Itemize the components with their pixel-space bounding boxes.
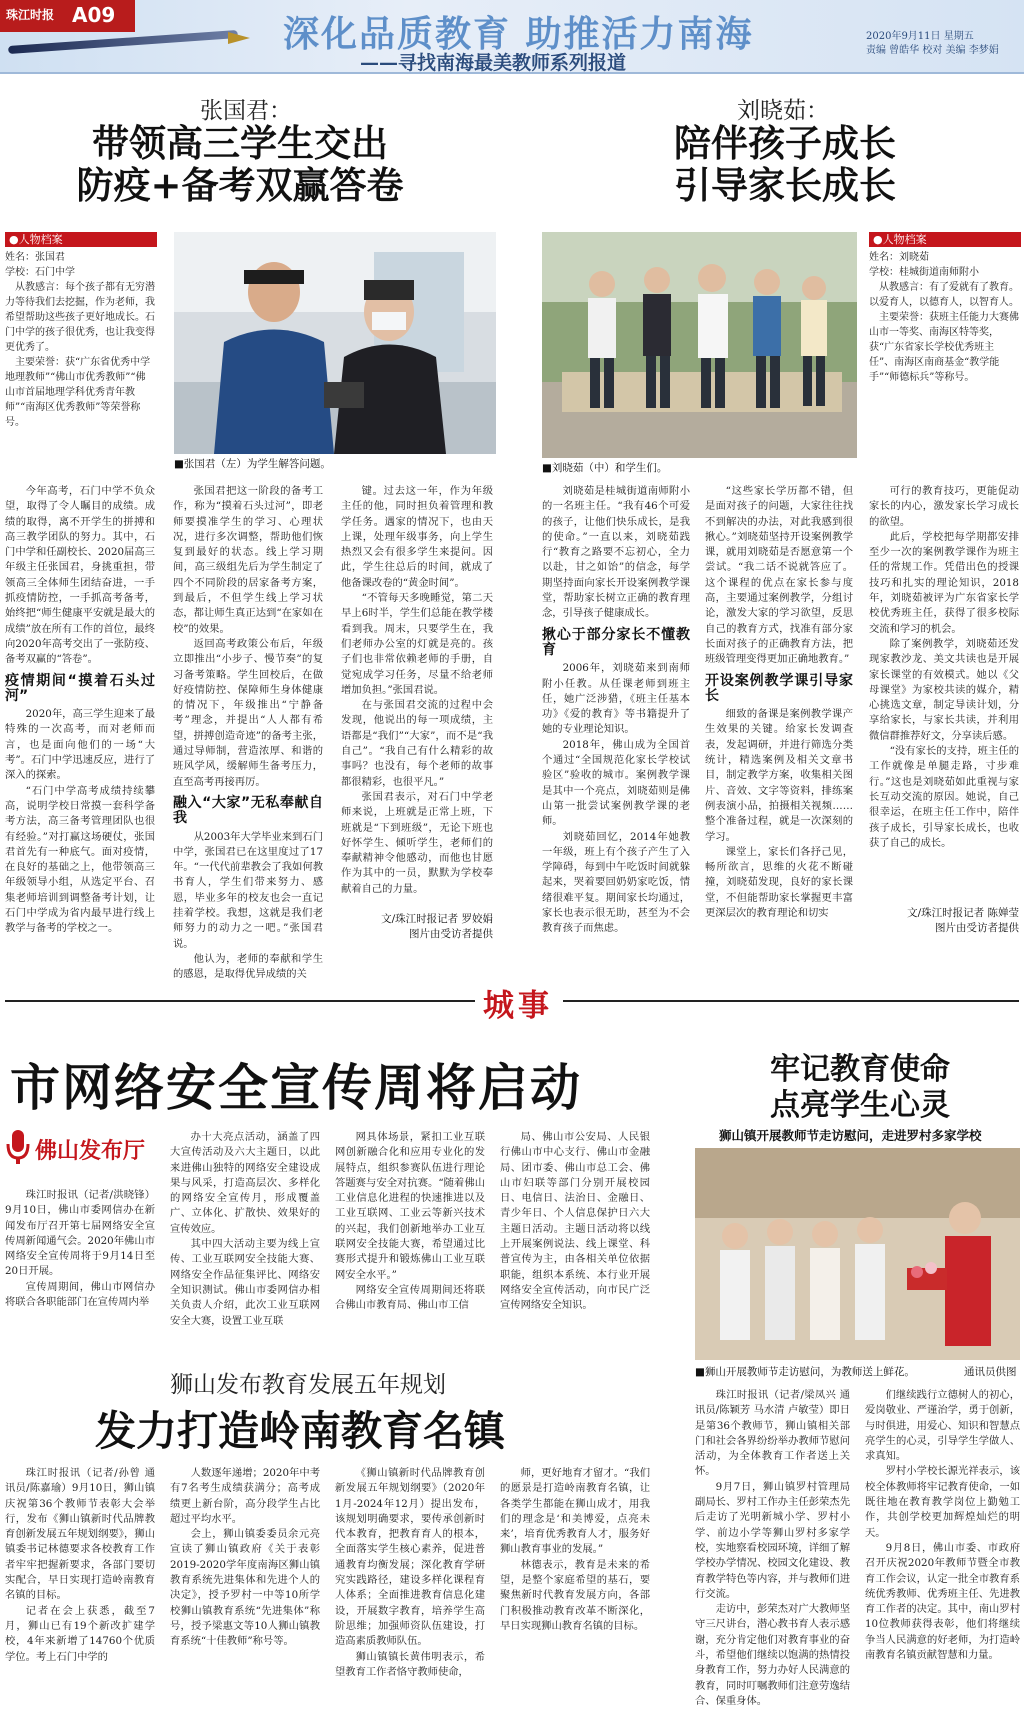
paragraph: 除了案例教学，刘晓茹还发现家教沙龙、美文共读也是开展家长课堂的有效模式。她以《父母课堂》为家校共读的媒介，精心挑选文章，制定导读计划，分享给家长，与家长共读，并利用微信群推荐好文，分享读后感。 — [869, 637, 1019, 742]
story3-body-col4 — [500, 1130, 650, 1310]
story5-photo-caption: ■狮山开展教师节走访慰问，为教师送上鲜花。 — [695, 1366, 915, 1378]
paragraph: “这些家长学历都不错，但是面对孩子的问题，大家往往找不到解决的办法，对此我感到很揪心。”刘晓茹坚持开设案例教学课，就用刘晓茹是否愿意第一个尝试。“我二话不说就答应了。这个课程的优点在家长参与度高，主要通过案例教学，分组讨论，激发大家的学习欲望，反思自己的教育方式，找准有部分家长面对孩子的正确教育方法，把班级管理变得更加正确地教育。” — [705, 485, 853, 666]
story5-body-col1 — [695, 1388, 850, 1707]
paragraph: 局、佛山市公安局、人民银行佛山市中心支行、佛山市金融局、团市委、佛山市总工会、佛山市妇联等部门分别开展校园日、电信日、法治日、金融日、青少年日、个人信息保护日六大主题日活动。主题日活动将以线上开展案例说法、线上课堂、科普宣传为主，由各相关单位依据职能，组织本系统、本行业开展网络安全宣传活动，向市民广泛宣传网络安全知识。 — [500, 1131, 650, 1312]
paragraph: 从2003年大学毕业来到石门中学，张国君已在这里度过了17年。“一代代前辈教会了我如何教书育人，学生们带来努力、感恩，毕业多年的校友也会一直记挂着学校。我想，这就是我们老师努力的动力之一吧。”张国君说。 — [173, 830, 323, 950]
story1-headline — [30, 122, 450, 206]
story2-photo-caption: ■刘晓茹（中）和学生们。 — [542, 462, 668, 474]
story3-body-col1 — [5, 1188, 155, 1308]
section-rule-right — [563, 1000, 1019, 1002]
profile-honors: 主要荣誉：获“广东省优秀中学地理教师”“佛山市优秀教师”“佛山市首届地理学科优秀青年教师”“南海区优秀教师”等荣誉称号。 — [5, 357, 151, 428]
teacher-and-student-photo — [174, 232, 496, 454]
paragraph: 网络安全宣传周期间还将联合佛山市教育局、佛山市工信 — [335, 1283, 485, 1312]
story1-photo-source: 图片由受访者提供 — [409, 928, 493, 940]
paragraph: 《狮山镇新时代品牌教育创新发展五年规划纲要》（2020年1月-2024年12月）提出发布，该规划明确要求，要传承创新时代本教育，把教育育人的根本，全面落实学生核心素养，促进普通教育均衡发展；深化教育学研究实践路径，建设多样化课程育人体系；全面推进教育信息化建设，开展数字教育，培养学生高阶思维；加强师资队伍建设，打造高素质教师队伍。 — [335, 1467, 485, 1648]
profile-school: 学校：桂城街道南师附小 — [869, 267, 979, 278]
paragraph: 珠江时报讯（记者/梁凤兴 通讯员/陈颖芳 马水清 卢敏莹）即日是第36个教师节，狮山镇相关部门和社会各界纷纷举办教师节慰问活动，为全体教育工作者送上关怀。 — [695, 1389, 850, 1478]
paragraph: 张国君表示，对石门中学老师来说，上班就是正常上班，下班就是“下到班级”，无论下班也好怀学生、倾听学生，老师们的奉献精神令他感动，而他也甘愿作为其中的一员，默默为学校奉献着自己的力量。 — [341, 790, 493, 895]
paragraph: 此后，学校把每学期都安排至少一次的案例教学课作为班主任的常规工作。凭借出色的授课技巧和扎实的理论知识，2018年，刘晓茹被评为广东省家长学校优秀班主任，获得了很多校际交流和学习的机会。 — [869, 530, 1019, 635]
section-label: 城事 — [483, 988, 553, 1024]
paper-brand: 珠江时报 — [6, 8, 55, 22]
story2-kicker: 刘晓茹： — [737, 98, 829, 124]
paragraph: “石门中学高考成绩持续攀高，说明学校日常摸一套科学备考方法，高三备考管理团队也很有经验。”对打赢这场硬仗，张国君首先有一种底气。面对疫情，在良好的基础之上，他带领高三年级领导小组，从选定平台、召集老师培训到调整备考计划，让石门中学成为省内最早进行线上教学与备考的学校之一。 — [5, 784, 155, 935]
story1-photo-caption: ■张国君（左）为学生解答问题。 — [174, 458, 331, 470]
story2-headline-line1: 陪伴孩子成长 — [674, 121, 896, 165]
paragraph: 网具体场景，紧扣工业互联网创新融合化和应用专业化的发展特点，组织参赛队伍进行理论答题赛与安全对抗赛。“随着佛山工业信息化进程的快速推进以及工业互联网、工业云等新兴技术的兴起，我们创新地举办工业互联网安全技能大赛，希望通过比赛形式提升和锻炼佛山工业互联网安全水平。” — [335, 1131, 485, 1281]
story5-body-col2 — [865, 1388, 1020, 1678]
story5-photo-credit: 通讯员供图 — [964, 1366, 1017, 1378]
teacher-with-students-photo — [542, 232, 857, 458]
profile-honors: 主要荣誉：获班主任能力大赛佛山市一等奖、南海区特等奖，获“广东省家长学校优秀班主任”、南海区南商基金“教学能手”“师德标兵”等称号。 — [869, 312, 1019, 383]
paragraph: 2020年，高三学生迎来了最特殊的一次高考，而对老师而言，也是面向他们的一场“大考”。石门中学迅速反应，进行了深入的探索。 — [5, 708, 155, 782]
profile-motto: 从教感言：每个孩子都有无穷潜力等待我们去挖掘，作为老师，我希望帮助这些孩子更好地成长。石门中学的孩子很优秀，也让我变得更优秀了。 — [5, 282, 155, 353]
paragraph: 课堂上，家长们各抒己见，畅所欲言，思维的火花不断碰撞，刘晓茹发现，良好的家长课堂，不但能帮助家长掌握更丰富更深层次的教育理论和切实 — [705, 845, 853, 920]
paragraph: 细致的备课是案例教学课产生效果的关键。给家长发调查表，发起调研，并进行筛选分类统计，精选案例及相关文章书目，制定教学方案，收集相关图片、音效、文字等资料，排练案例表演小品，拍摄相关视频……整个准备过程，就是一次深刻的学习。 — [705, 708, 853, 843]
paragraph: 刘晓茹是桂城街道南师附小的一名班主任。“我有46个可爱的孩子，让他们快乐成长，是我的使命。”一直以来，刘晓茹践行“教育之路要不忘初心，全力以赴，甘之如饴”的信念，每学期坚持面向家长开设案例教学课堂，帮助家长树立正确的教育理念，引导孩子健康成长。 — [542, 485, 690, 620]
paragraph: 键。过去这一年，作为年级主任的他，同时担负着管理和教学任务。遇家的情况下，也由天上课，处理年级事务，向上学生热烈又会有很多学生来提问。因此，学生往总后的时间，就成了他备课改卷的“黄金时间”。 — [341, 485, 493, 589]
paragraph: “不管每天多晚睡觉，第二天早上6时半，学生们总能在教学楼看到我。周末，只要学生在，我们老师办公室的灯就是亮的。孩子们也非常依赖老师的手册，自觉宛成学习任务，尽量不给老师增加负担。”张国君说。 — [341, 592, 493, 696]
header-date: 2020年9月11日 星期五 — [866, 31, 974, 42]
story5-headline — [745, 1052, 975, 1124]
paragraph: 师，更好地育才留才。“我们的愿景是打造岭南教育名镇，让各类学生都能在狮山成才，用我们的理念是‘和美博爱，点亮未来’，培育优秀教育人才，服务好狮山教育事业的发展。” — [500, 1467, 650, 1556]
story5-photo — [695, 1148, 1020, 1360]
profile-school: 学校：石门中学 — [5, 267, 75, 278]
profile-motto: 从教感言：有了爱就有了教育。以爱育人，以德育人，以智育人。 — [869, 282, 1019, 308]
story1-subhead-2: 融入“大家”无私奉献自我 — [173, 794, 323, 827]
story2-reporter: 文/珠江时报记者 陈婵莹 — [907, 907, 1019, 919]
story4-body-col2 — [170, 1466, 320, 1678]
paragraph: 今年高考，石门中学不负众望，取得了令人瞩目的成绩。成绩的取得，离不开学生的拼搏和高三教学团队的努力。其中，石门中学和任副校长、2020届高三年级主任张国君，身挑重担，带领高三全体师生团结奋进，一手抓疫情防控，一手抓高考备考，始终把“师生健康平安就是最大的成绩”放在所有工作的首位，最终向2020年高考交出了一张防疫、备考双赢的“答卷”。 — [5, 485, 155, 666]
paragraph: 狮山镇镇长黄伟明表示，希望教育工作者恪守教师使命， — [335, 1650, 485, 1678]
section-rule-left — [5, 1000, 475, 1002]
paragraph: 在与张国君交流的过程中会发现，他说出的每一项成绩，主语都是“我们”“大家”，而不是“我自己”。“我自己有什么精彩的故事吗？也没有，每个老师的故事都很精彩，也很平凡。” — [341, 699, 493, 788]
page-number: A09 — [72, 3, 116, 27]
story2-subhead-2: 开设案例教学课引导家长 — [705, 672, 853, 704]
paragraph: 林德表示，教育是未来的希望，是整个家庭希望的基石，要聚焦新时代教育发展方向，各部门积极推动教育改革不断深化，早日实现狮山教育名镇的目标。 — [500, 1558, 650, 1632]
paragraph: 9月7日，狮山镇罗村管理局副局长、罗村工作办主任彭荣杰先后走访了光明新城小学、罗村小学、前边小学等狮山罗村多家学校，实地察看校园环境，详细了解学校办学情况、校园文化建设、教育教学特色等内容，并与教师们进行交流。 — [695, 1480, 850, 1600]
foshan-release-logo-text: 佛山发布厅 — [35, 1138, 146, 1164]
paragraph: 其中四大活动主要为线上宣传、工业互联网安全技能大赛、网络安全作品征集评比、网络安全知识测试。佛山市委网信办相关负责人介绍，此次工业互联网安全大赛，设置工业互联 — [170, 1238, 320, 1327]
story4-body-col1 — [5, 1466, 155, 1678]
story1-subhead-1: 疫情期间“摸着石头过河” — [5, 672, 155, 704]
page-number-box — [0, 0, 135, 32]
profile-name: 姓名：刘晓茹 — [869, 252, 929, 263]
header-date-block — [866, 30, 999, 58]
story5-headline-line2: 点亮学生心灵 — [770, 1088, 950, 1123]
story1-body-col2 — [173, 484, 323, 981]
story1-kicker: 张国君： — [200, 98, 292, 124]
paragraph: 他认为，老师的奉献和学生的感恩，是取得优异成绩的关 — [173, 952, 323, 981]
paragraph: 珠江时报讯（记者/孙曾 通讯员/陈嘉瑜）9月10日，狮山镇庆祝第36个教师节表彰大会举行，发布《狮山镇新时代品牌教育创新发展五年规划纲要》，狮山镇委书记林德要求各校教育工作者牢牢把握新要求，各部门要切实配合，早日实现打造岭南教育名镇的目标。 — [5, 1467, 155, 1602]
story5-headline-line1: 牢记教育使命 — [770, 1052, 950, 1087]
story1-body-col1 — [5, 484, 155, 936]
story3-headline: 市网络安全宣传周将启动 — [10, 1058, 582, 1117]
story3-body-col2 — [170, 1130, 320, 1327]
header-subtitle: ——寻找南海最美教师系列报道 — [360, 52, 627, 74]
microphone-icon — [5, 1130, 31, 1166]
story2-profile-tag: ●人物档案 — [869, 232, 1021, 247]
story2-credit — [869, 906, 1019, 936]
story1-profile-tag: ●人物档案 — [5, 232, 157, 247]
fountain-pen-icon — [8, 30, 238, 54]
profile-name: 姓名：张国君 — [5, 252, 65, 263]
paragraph: 走访中，彭荣杰对广大教师坚守三尺讲台，潜心教书育人表示感谢，充分肯定他们对教育事业的奋斗，希望他们继续以饱满的热情投身教育工作，努力办好人民满意的教育，同时叮嘱教师们注意劳逸结合、保重身体。 — [695, 1603, 850, 1707]
story2-subhead-1: 揪心于部分家长不懂教育 — [542, 626, 690, 658]
story1-reporter: 文/珠江时报记者 罗姣娟 — [381, 913, 493, 925]
paragraph: 刘晓茹回忆，2014年她教一年级，班上有个孩子产生了入学障碍，每到中午吃饭时间就躲起来，哭着要回奶奶家吃饭，情绪很难平复。期间家长均通过，家长也表示很无助，甚至为不会教育孩子而焦虑。 — [542, 830, 690, 935]
story2-headline — [580, 122, 990, 206]
story5-subhead: 狮山镇开展教师节走访慰问，走进罗村多家学校 — [719, 1128, 982, 1143]
story2-headline-line2: 引导家长成长 — [674, 163, 896, 207]
story4-body-col4 — [500, 1466, 650, 1678]
paragraph: 可行的教育技巧，更能促动家长的内心，激发家长学习成长的欲望。 — [869, 485, 1019, 528]
paragraph: 人数逐年递增；2020年中考有7名考生成绩获满分；高考成绩更上新台阶，高分段学生占比超过平均水平。 — [170, 1467, 320, 1525]
header-title: 深化品质教育 助推活力南海 — [283, 13, 754, 55]
story2-profile — [869, 250, 1019, 430]
foshan-release-logo — [5, 1128, 155, 1168]
paragraph: 会上，狮山镇委委员余元亮宣读了狮山镇政府《关于表彰2019-2020学年度南海区狮山镇教育系统先进集体和先进个人的决定》，授予罗村一中等10所学校狮山镇教育系统“先进集体”称号，授予梁惠文等10人狮山镇教育系统“十佳教师”称号等。 — [170, 1528, 320, 1648]
paragraph: 宣传周期间，佛山市网信办将联合各职能部门在宣传周内举 — [5, 1280, 155, 1309]
paragraph: 返回高考政策公布后，年级立即推出“小步子、慢节奏”的复习备考策略。学生回校后，在做好疫情防控、保障师生身体健康的情况下，年级推出“宁静备考”理念，并提出“人人都有希望，拼搏创造奇迹”的备考主张，通过导师制，营造浓厚、和谐的班风学风，缓解师生备考压力，直至高考再接再厉。 — [173, 637, 323, 788]
story2-photo — [542, 232, 857, 458]
paragraph: 们继续践行立德树人的初心，爱岗敬业、严谨治学，勇于创新，与时俱进，用爱心、知识和智慧点亮学生的心灵，引导学生学做人、求真知。 — [865, 1389, 1020, 1463]
paragraph: 9月8日，佛山市委、市政府召开庆祝2020年教师节暨全市教育工作会议，认定一批全市教育系统优秀教师、优秀班主任、先进教育工作者的决定。其中，南山罗村10位教师获得表彰，他们将继续争当人民满意的好老师，为打造岭南教育名镇贡献智慧和力量。 — [865, 1541, 1020, 1662]
paragraph: 张国君把这一阶段的备考工作，称为“摸着石头过河”，即老师要摸准学生的学习、心理状况，进行多次调整，帮助他们恢复到最好的状态。线上学习期间，高三级组先后为学生制定了四个不同阶段的居家备考方案，到最后，不但学生线上学习状态，都让师生真正达到“在家如在校”的效果。 — [173, 485, 323, 635]
paragraph: 2006年，刘晓茹来到南师附小任教。从任课老师到班主任，她广泛涉猎，《班主任基本功》《爱的教育》等书籍提升了她的专业理论知识。 — [542, 662, 690, 736]
teachers-receiving-flowers-photo — [695, 1148, 1020, 1360]
story2-body-col1 — [542, 484, 690, 936]
story1-photo — [174, 232, 496, 454]
story3-body-col3 — [335, 1130, 485, 1310]
story1-body-col3 — [341, 484, 493, 894]
story1-profile — [5, 250, 155, 450]
story1-headline-line1: 带领高三学生交出 — [92, 121, 388, 165]
story4-headline: 发力打造岭南教育名镇 — [95, 1407, 505, 1455]
paragraph: 办十大亮点活动，涵盖了四大宣传活动及六大主题日，以此来进佛山独特的网络安全建设成果与风采，打造高层次、多样化的网络安全宣传月，形成覆盖广、立体化、扩散快、效果好的宣传效应。 — [170, 1131, 320, 1235]
story2-body-col3 — [869, 484, 1019, 894]
paragraph: 珠江时报讯（记者/洪晓锋）9月10日，佛山市委网信办在新闻发布厅召开第七届网络安全宣传周新闻通气会。2020年佛山市网络安全宣传周将于9月14日至20日开展。 — [5, 1189, 155, 1278]
header-editor: 责编 曾皓华 校对 美编 李梦娟 — [866, 45, 999, 56]
paragraph: 记者在会上获悉，截至7月，狮山已有19个新改扩建学校，4年来新增了14760个优质学位。考上石门中学的 — [5, 1604, 155, 1663]
pen-nib-icon — [228, 32, 250, 44]
paragraph: 罗村小学校长源光祥表示，该校全体教师将牢记教育使命，一如既往地在教育教学岗位上勤勉工作，共创学校更加辉煌灿烂的明天。 — [865, 1465, 1020, 1539]
paragraph: 2018年，佛山成为全国首个通过“全国规范化家长学校试验区”验收的城市。案例教学课是其中一个亮点，刘晓茹则是佛山第一批尝试案例教学课的老师。 — [542, 738, 690, 828]
paragraph: “没有家长的支持，班主任的工作就像是单腿走路，寸步难行。”这也是刘晓茹如此重视与家长互动交流的原因。她说，自己很幸运，在班主任工作中，陪伴孩子成长，引导家长成长，也收获了自己的成长。 — [869, 745, 1019, 849]
story1-headline-line2: 防疫+备考双赢答卷 — [76, 163, 404, 207]
story4-body-col3 — [335, 1466, 485, 1678]
page-header-banner — [0, 0, 1024, 74]
story2-photo-source: 图片由受访者提供 — [935, 922, 1019, 934]
story1-credit — [341, 912, 493, 942]
story4-kicker: 狮山发布教育发展五年规划 — [170, 1372, 446, 1398]
story2-body-col2 — [705, 484, 853, 936]
